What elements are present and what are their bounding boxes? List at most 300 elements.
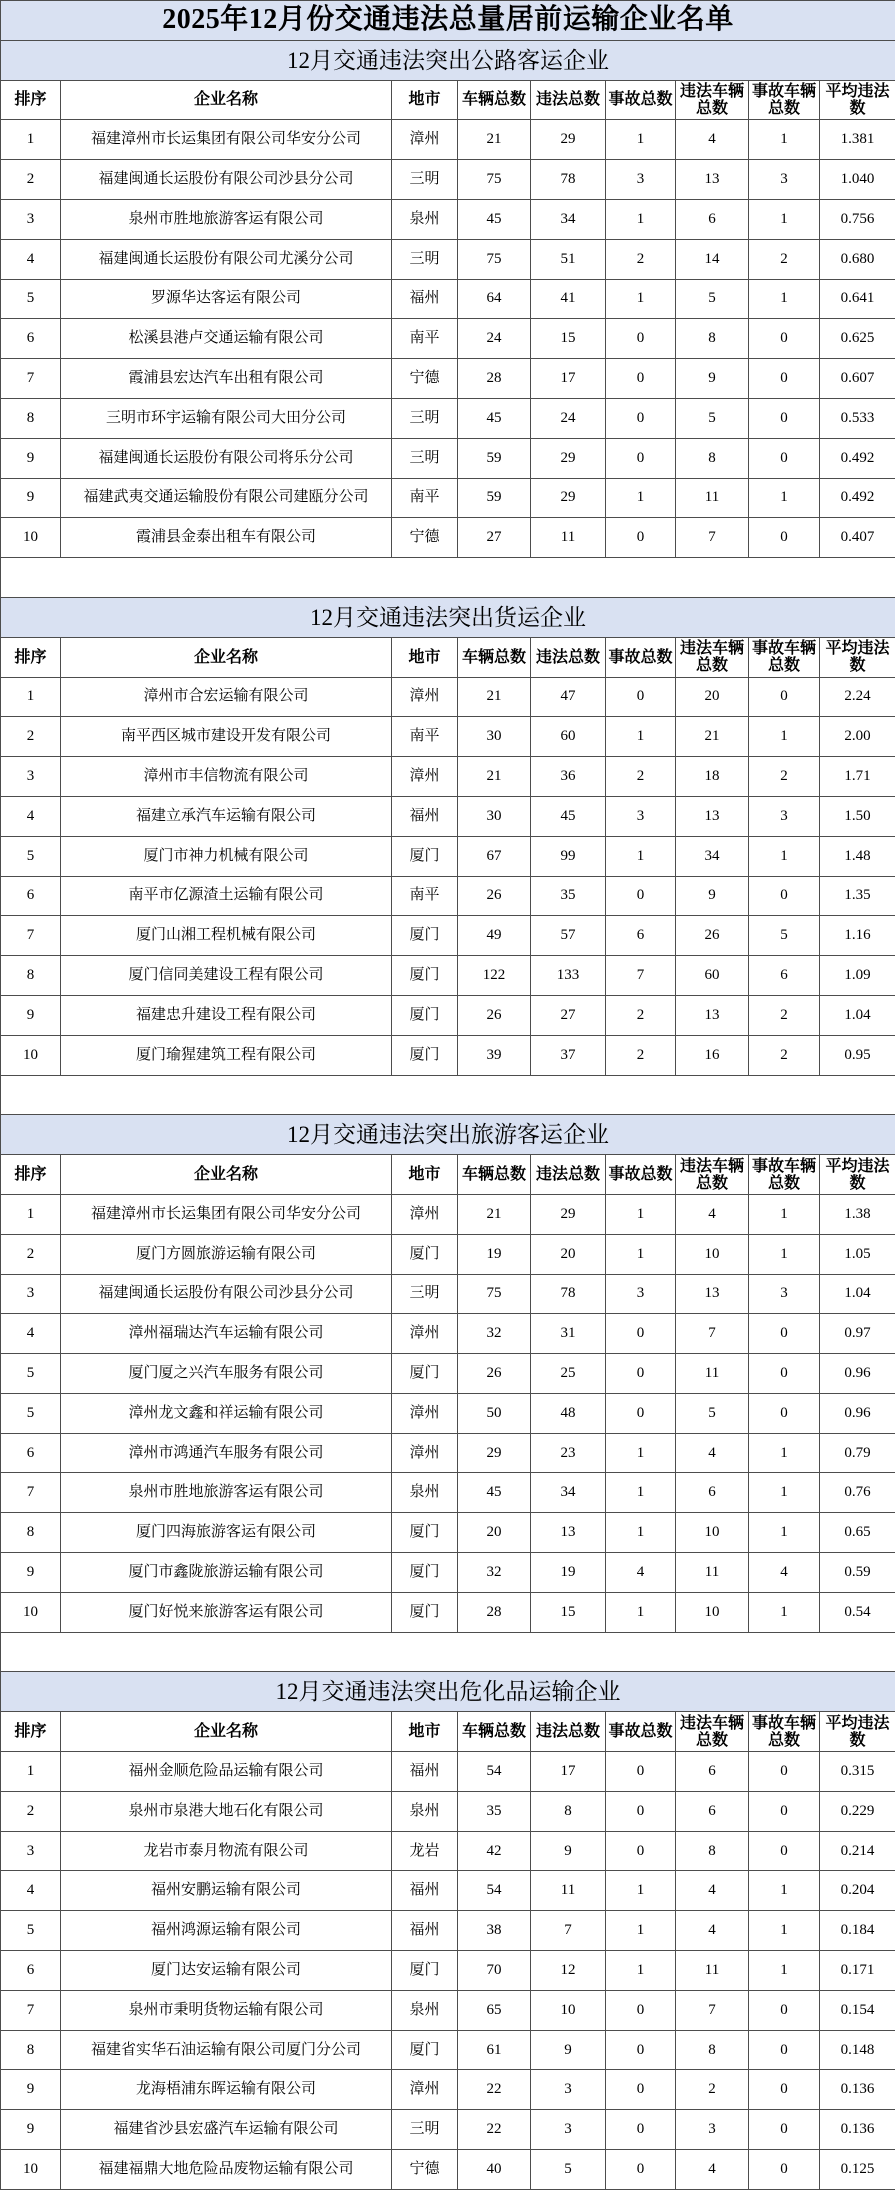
cell-company: 福州金顺危险品运输有限公司 — [61, 1752, 392, 1792]
cell-avg-violations: 0.407 — [820, 518, 895, 558]
cell-accidents: 1 — [606, 199, 676, 239]
cell-vehicles: 21 — [458, 757, 531, 797]
header-vehicles: 车辆总数 — [458, 637, 531, 677]
cell-accident-vehicles: 1 — [749, 120, 820, 160]
cell-accident-vehicles: 0 — [749, 2030, 820, 2070]
cell-rank: 6 — [1, 1433, 61, 1473]
cell-city: 厦门 — [392, 1951, 458, 1991]
section-spacer — [1, 1632, 895, 1672]
section-freight — [1, 597, 895, 677]
table-row — [1, 359, 895, 399]
cell-accident-vehicles: 1 — [749, 1911, 820, 1951]
cell-avg-violations: 0.533 — [820, 398, 895, 438]
cell-accidents: 1 — [606, 1194, 676, 1234]
cell-violations: 15 — [531, 319, 606, 359]
cell-accidents: 0 — [606, 876, 676, 916]
cell-avg-violations: 0.65 — [820, 1513, 895, 1553]
cell-city: 福州 — [392, 1752, 458, 1792]
cell-violations: 5 — [531, 2150, 606, 2190]
cell-accident-vehicles: 1 — [749, 1234, 820, 1274]
section-title: 12月交通违法突出危化品运输企业 — [1, 1672, 895, 1712]
header-row — [1, 1712, 895, 1752]
header-violations: 违法总数 — [531, 637, 606, 677]
cell-vehicles: 28 — [458, 1592, 531, 1632]
cell-rank: 8 — [1, 2030, 61, 2070]
cell-company: 福建福鼎大地危险品废物运输有限公司 — [61, 2150, 392, 2190]
cell-accident-vehicles: 0 — [749, 1791, 820, 1831]
section-spacer — [1, 1075, 895, 1115]
cell-accidents: 1 — [606, 120, 676, 160]
cell-city: 宁德 — [392, 2150, 458, 2190]
cell-avg-violations: 0.59 — [820, 1553, 895, 1593]
cell-avg-violations: 0.607 — [820, 359, 895, 399]
cell-vehicles: 35 — [458, 1791, 531, 1831]
cell-company: 厦门好悦来旅游客运有限公司 — [61, 1592, 392, 1632]
header-accidents: 事故总数 — [606, 1712, 676, 1752]
cell-accident-vehicles: 1 — [749, 1194, 820, 1234]
cell-violation-vehicles: 11 — [676, 478, 749, 518]
cell-company: 福建漳州市长运集团有限公司华安分公司 — [61, 1194, 392, 1234]
cell-company: 霞浦县宏达汽车出租有限公司 — [61, 359, 392, 399]
cell-accident-vehicles: 0 — [749, 1831, 820, 1871]
cell-vehicles: 21 — [458, 1194, 531, 1234]
cell-violations: 34 — [531, 1473, 606, 1513]
table-row — [1, 518, 895, 558]
cell-violation-vehicles: 8 — [676, 319, 749, 359]
cell-company: 福建省实华石油运输有限公司厦门分公司 — [61, 2030, 392, 2070]
cell-accidents: 0 — [606, 319, 676, 359]
cell-accidents: 0 — [606, 1831, 676, 1871]
cell-accidents: 1 — [606, 1911, 676, 1951]
table-row — [1, 1314, 895, 1354]
cell-violations: 13 — [531, 1513, 606, 1553]
cell-vehicles: 26 — [458, 1354, 531, 1394]
table-row — [1, 1831, 895, 1871]
cell-vehicles: 27 — [458, 518, 531, 558]
cell-violations: 78 — [531, 1274, 606, 1314]
cell-avg-violations: 0.214 — [820, 1831, 895, 1871]
title-row — [1, 1, 895, 41]
cell-violation-vehicles: 34 — [676, 836, 749, 876]
table-row — [1, 1035, 895, 1075]
cell-company: 厦门瑜猩建筑工程有限公司 — [61, 1035, 392, 1075]
cell-company: 泉州市秉明货物运输有限公司 — [61, 1990, 392, 2030]
cell-avg-violations: 1.05 — [820, 1234, 895, 1274]
cell-city: 漳州 — [392, 757, 458, 797]
header-avg-violations: 平均违法数 — [820, 637, 895, 677]
cell-city: 厦门 — [392, 836, 458, 876]
cell-city: 厦门 — [392, 1592, 458, 1632]
section-tourism-passenger — [1, 1115, 895, 1195]
cell-vehicles: 65 — [458, 1990, 531, 2030]
cell-city: 厦门 — [392, 1513, 458, 1553]
cell-accident-vehicles: 2 — [749, 1035, 820, 1075]
cell-company: 厦门山湘工程机械有限公司 — [61, 916, 392, 956]
cell-vehicles: 49 — [458, 916, 531, 956]
cell-rank: 2 — [1, 160, 61, 200]
cell-rank: 2 — [1, 1791, 61, 1831]
cell-accidents: 0 — [606, 398, 676, 438]
header-accidents: 事故总数 — [606, 80, 676, 120]
cell-city: 福州 — [392, 796, 458, 836]
cell-city: 南平 — [392, 319, 458, 359]
cell-violations: 29 — [531, 478, 606, 518]
header-violation-vehicles: 违法车辆总数 — [676, 1155, 749, 1195]
cell-violations: 78 — [531, 160, 606, 200]
cell-violations: 57 — [531, 916, 606, 956]
cell-rank: 9 — [1, 2070, 61, 2110]
table-row — [1, 1990, 895, 2030]
cell-avg-violations: 0.756 — [820, 199, 895, 239]
table-row — [1, 2030, 895, 2070]
cell-accidents: 0 — [606, 1314, 676, 1354]
cell-company: 泉州市泉港大地石化有限公司 — [61, 1791, 392, 1831]
section-title: 12月交通违法突出公路客运企业 — [1, 40, 895, 80]
table-row — [1, 717, 895, 757]
cell-rank: 4 — [1, 239, 61, 279]
cell-accident-vehicles: 0 — [749, 2110, 820, 2150]
cell-city: 宁德 — [392, 518, 458, 558]
cell-avg-violations: 0.136 — [820, 2070, 895, 2110]
cell-accidents: 3 — [606, 796, 676, 836]
cell-city: 漳州 — [392, 1393, 458, 1433]
cell-accident-vehicles: 1 — [749, 717, 820, 757]
cell-violations: 17 — [531, 359, 606, 399]
cell-rank: 9 — [1, 1553, 61, 1593]
header-accidents: 事故总数 — [606, 637, 676, 677]
cell-accident-vehicles: 0 — [749, 1752, 820, 1792]
cell-rank: 4 — [1, 1314, 61, 1354]
header-rank: 排序 — [1, 1712, 61, 1752]
cell-accidents: 1 — [606, 478, 676, 518]
table-row — [1, 876, 895, 916]
cell-company: 厦门市神力机械有限公司 — [61, 836, 392, 876]
header-city: 地市 — [392, 1155, 458, 1195]
cell-company: 福建忠升建设工程有限公司 — [61, 995, 392, 1035]
cell-rank: 3 — [1, 1274, 61, 1314]
cell-city: 泉州 — [392, 199, 458, 239]
cell-vehicles: 26 — [458, 876, 531, 916]
header-violations: 违法总数 — [531, 1155, 606, 1195]
cell-violations: 37 — [531, 1035, 606, 1075]
cell-violation-vehicles: 11 — [676, 1553, 749, 1593]
header-row — [1, 637, 895, 677]
table-row — [1, 199, 895, 239]
cell-company: 罗源华达客运有限公司 — [61, 279, 392, 319]
cell-violation-vehicles: 4 — [676, 1433, 749, 1473]
header-rank: 排序 — [1, 80, 61, 120]
cell-company: 福建武夷交通运输股份有限公司建瓯分公司 — [61, 478, 392, 518]
cell-company: 南平西区城市建设开发有限公司 — [61, 717, 392, 757]
header-violation-vehicles: 违法车辆总数 — [676, 637, 749, 677]
cell-accidents: 1 — [606, 1473, 676, 1513]
cell-rank: 4 — [1, 1871, 61, 1911]
cell-city: 漳州 — [392, 1314, 458, 1354]
cell-city: 漳州 — [392, 1194, 458, 1234]
table-row — [1, 239, 895, 279]
cell-violations: 8 — [531, 1791, 606, 1831]
cell-violations: 29 — [531, 120, 606, 160]
cell-accident-vehicles: 3 — [749, 796, 820, 836]
header-accident-vehicles: 事故车辆总数 — [749, 1155, 820, 1195]
table-row — [1, 279, 895, 319]
table-row — [1, 1274, 895, 1314]
cell-company: 福州鸿源运输有限公司 — [61, 1911, 392, 1951]
cell-vehicles: 42 — [458, 1831, 531, 1871]
header-row — [1, 80, 895, 120]
cell-violation-vehicles: 13 — [676, 796, 749, 836]
cell-rank: 6 — [1, 876, 61, 916]
cell-avg-violations: 1.71 — [820, 757, 895, 797]
cell-violation-vehicles: 18 — [676, 757, 749, 797]
cell-violations: 47 — [531, 677, 606, 717]
cell-avg-violations: 1.04 — [820, 1274, 895, 1314]
cell-accidents: 0 — [606, 2150, 676, 2190]
cell-company: 福州安鹏运输有限公司 — [61, 1871, 392, 1911]
cell-violation-vehicles: 7 — [676, 1990, 749, 2030]
cell-rank: 5 — [1, 836, 61, 876]
cell-vehicles: 20 — [458, 1513, 531, 1553]
cell-violation-vehicles: 16 — [676, 1035, 749, 1075]
cell-vehicles: 122 — [458, 956, 531, 996]
cell-city: 南平 — [392, 876, 458, 916]
table-row — [1, 956, 895, 996]
cell-violation-vehicles: 13 — [676, 160, 749, 200]
header-violation-vehicles: 违法车辆总数 — [676, 1712, 749, 1752]
cell-accident-vehicles: 1 — [749, 1513, 820, 1553]
cell-accident-vehicles: 0 — [749, 1990, 820, 2030]
cell-accident-vehicles: 2 — [749, 757, 820, 797]
table-row — [1, 319, 895, 359]
cell-violation-vehicles: 9 — [676, 876, 749, 916]
table-row — [1, 1871, 895, 1911]
cell-rank: 5 — [1, 1393, 61, 1433]
cell-violations: 23 — [531, 1433, 606, 1473]
cell-accidents: 1 — [606, 1951, 676, 1991]
cell-vehicles: 75 — [458, 160, 531, 200]
spacer-row — [1, 1075, 895, 1115]
cell-violations: 19 — [531, 1553, 606, 1593]
cell-violations: 12 — [531, 1951, 606, 1991]
cell-violations: 51 — [531, 239, 606, 279]
table-row — [1, 1592, 895, 1632]
cell-city: 福州 — [392, 1911, 458, 1951]
cell-rank: 10 — [1, 1592, 61, 1632]
table-row — [1, 836, 895, 876]
cell-city: 福州 — [392, 1871, 458, 1911]
cell-rank: 9 — [1, 438, 61, 478]
cell-violation-vehicles: 9 — [676, 359, 749, 399]
cell-violation-vehicles: 14 — [676, 239, 749, 279]
cell-accident-vehicles: 0 — [749, 1314, 820, 1354]
cell-accident-vehicles: 0 — [749, 876, 820, 916]
cell-violations: 34 — [531, 199, 606, 239]
header-company: 企业名称 — [61, 1155, 392, 1195]
cell-city: 漳州 — [392, 1433, 458, 1473]
cell-violations: 17 — [531, 1752, 606, 1792]
cell-company: 霞浦县金泰出租车有限公司 — [61, 518, 392, 558]
cell-accidents: 0 — [606, 2030, 676, 2070]
cell-avg-violations: 0.95 — [820, 1035, 895, 1075]
cell-avg-violations: 1.381 — [820, 120, 895, 160]
cell-vehicles: 54 — [458, 1871, 531, 1911]
cell-accidents: 0 — [606, 359, 676, 399]
cell-city: 泉州 — [392, 1473, 458, 1513]
cell-city: 龙岩 — [392, 1831, 458, 1871]
cell-violation-vehicles: 5 — [676, 398, 749, 438]
cell-avg-violations: 0.680 — [820, 239, 895, 279]
cell-accidents: 0 — [606, 1791, 676, 1831]
cell-company: 漳州龙文鑫和祥运输有限公司 — [61, 1393, 392, 1433]
cell-rank: 7 — [1, 1473, 61, 1513]
cell-company: 福建闽通长运股份有限公司沙县分公司 — [61, 160, 392, 200]
cell-vehicles: 59 — [458, 438, 531, 478]
cell-avg-violations: 0.204 — [820, 1871, 895, 1911]
cell-city: 厦门 — [392, 1035, 458, 1075]
cell-vehicles: 28 — [458, 359, 531, 399]
section-hazardous-chemicals — [1, 1672, 895, 1752]
cell-company: 福建省沙县宏盛汽车运输有限公司 — [61, 2110, 392, 2150]
cell-company: 三明市环宇运输有限公司大田分公司 — [61, 398, 392, 438]
cell-violations: 9 — [531, 1831, 606, 1871]
cell-accidents: 1 — [606, 1234, 676, 1274]
cell-violation-vehicles: 11 — [676, 1354, 749, 1394]
page-title: 2025年12月份交通违法总量居前运输企业名单 — [1, 1, 895, 41]
cell-violations: 11 — [531, 1871, 606, 1911]
cell-vehicles: 50 — [458, 1393, 531, 1433]
cell-accidents: 3 — [606, 160, 676, 200]
cell-company: 漳州市丰信物流有限公司 — [61, 757, 392, 797]
header-accident-vehicles: 事故车辆总数 — [749, 80, 820, 120]
cell-avg-violations: 0.315 — [820, 1752, 895, 1792]
header-city: 地市 — [392, 1712, 458, 1752]
cell-vehicles: 70 — [458, 1951, 531, 1991]
cell-violation-vehicles: 6 — [676, 1473, 749, 1513]
cell-violations: 9 — [531, 2030, 606, 2070]
cell-company: 厦门市鑫陇旅游运输有限公司 — [61, 1553, 392, 1593]
cell-accident-vehicles: 0 — [749, 319, 820, 359]
cell-avg-violations: 0.492 — [820, 478, 895, 518]
cell-accidents: 1 — [606, 1871, 676, 1911]
cell-avg-violations: 1.040 — [820, 160, 895, 200]
cell-violation-vehicles: 4 — [676, 2150, 749, 2190]
cell-violations: 133 — [531, 956, 606, 996]
cell-company: 漳州福瑞达汽车运输有限公司 — [61, 1314, 392, 1354]
cell-rank: 6 — [1, 1951, 61, 1991]
cell-violations: 45 — [531, 796, 606, 836]
cell-company: 厦门厦之兴汽车服务有限公司 — [61, 1354, 392, 1394]
cell-accident-vehicles: 1 — [749, 199, 820, 239]
section-title: 12月交通违法突出旅游客运企业 — [1, 1115, 895, 1155]
cell-company: 南平市亿源渣土运输有限公司 — [61, 876, 392, 916]
spacer-group — [1, 1632, 895, 1672]
cell-city: 厦门 — [392, 1354, 458, 1394]
cell-company: 泉州市胜地旅游客运有限公司 — [61, 199, 392, 239]
cell-vehicles: 19 — [458, 1234, 531, 1274]
cell-accident-vehicles: 1 — [749, 836, 820, 876]
cell-violations: 48 — [531, 1393, 606, 1433]
cell-vehicles: 21 — [458, 120, 531, 160]
cell-violations: 3 — [531, 2110, 606, 2150]
cell-violations: 7 — [531, 1911, 606, 1951]
header-avg-violations: 平均违法数 — [820, 80, 895, 120]
cell-accidents: 1 — [606, 1433, 676, 1473]
cell-rank: 9 — [1, 2110, 61, 2150]
cell-city: 厦门 — [392, 2030, 458, 2070]
section-road-passenger — [1, 40, 895, 120]
header-rank: 排序 — [1, 1155, 61, 1195]
cell-violations: 25 — [531, 1354, 606, 1394]
header-avg-violations: 平均违法数 — [820, 1712, 895, 1752]
cell-vehicles: 45 — [458, 1473, 531, 1513]
cell-avg-violations: 0.171 — [820, 1951, 895, 1991]
cell-vehicles: 30 — [458, 796, 531, 836]
cell-avg-violations: 1.50 — [820, 796, 895, 836]
cell-accidents: 0 — [606, 1393, 676, 1433]
cell-accidents: 0 — [606, 1354, 676, 1394]
cell-avg-violations: 0.492 — [820, 438, 895, 478]
cell-accident-vehicles: 1 — [749, 1473, 820, 1513]
cell-city: 厦门 — [392, 1553, 458, 1593]
cell-avg-violations: 2.24 — [820, 677, 895, 717]
cell-violation-vehicles: 4 — [676, 120, 749, 160]
cell-accident-vehicles: 6 — [749, 956, 820, 996]
table-row — [1, 1393, 895, 1433]
cell-rank: 5 — [1, 1911, 61, 1951]
cell-vehicles: 26 — [458, 995, 531, 1035]
cell-rank: 1 — [1, 1752, 61, 1792]
cell-vehicles: 59 — [458, 478, 531, 518]
cell-city: 宁德 — [392, 359, 458, 399]
cell-avg-violations: 0.641 — [820, 279, 895, 319]
table-row — [1, 1234, 895, 1274]
cell-vehicles: 75 — [458, 239, 531, 279]
cell-accidents: 0 — [606, 2110, 676, 2150]
cell-violation-vehicles: 13 — [676, 1274, 749, 1314]
cell-accident-vehicles: 1 — [749, 279, 820, 319]
table-row — [1, 1194, 895, 1234]
table-row — [1, 1473, 895, 1513]
cell-vehicles: 29 — [458, 1433, 531, 1473]
cell-rank: 8 — [1, 1513, 61, 1553]
cell-rank: 3 — [1, 1831, 61, 1871]
table-row — [1, 1752, 895, 1792]
cell-rank: 9 — [1, 478, 61, 518]
cell-rank: 2 — [1, 1234, 61, 1274]
cell-city: 厦门 — [392, 1234, 458, 1274]
spacer-group — [1, 558, 895, 598]
section-rows — [1, 120, 895, 558]
cell-vehicles: 38 — [458, 1911, 531, 1951]
cell-violation-vehicles: 10 — [676, 1234, 749, 1274]
cell-accident-vehicles: 2 — [749, 995, 820, 1035]
cell-accidents: 0 — [606, 438, 676, 478]
cell-violation-vehicles: 6 — [676, 1791, 749, 1831]
header-company: 企业名称 — [61, 637, 392, 677]
cell-rank: 3 — [1, 199, 61, 239]
section-title-row — [1, 1672, 895, 1712]
cell-rank: 10 — [1, 518, 61, 558]
cell-accident-vehicles: 1 — [749, 1433, 820, 1473]
table-row — [1, 120, 895, 160]
page-header — [1, 1, 895, 41]
table-row — [1, 1553, 895, 1593]
cell-accidents: 0 — [606, 518, 676, 558]
cell-accidents: 1 — [606, 279, 676, 319]
cell-vehicles: 22 — [458, 2070, 531, 2110]
cell-violation-vehicles: 8 — [676, 2030, 749, 2070]
cell-city: 三明 — [392, 2110, 458, 2150]
